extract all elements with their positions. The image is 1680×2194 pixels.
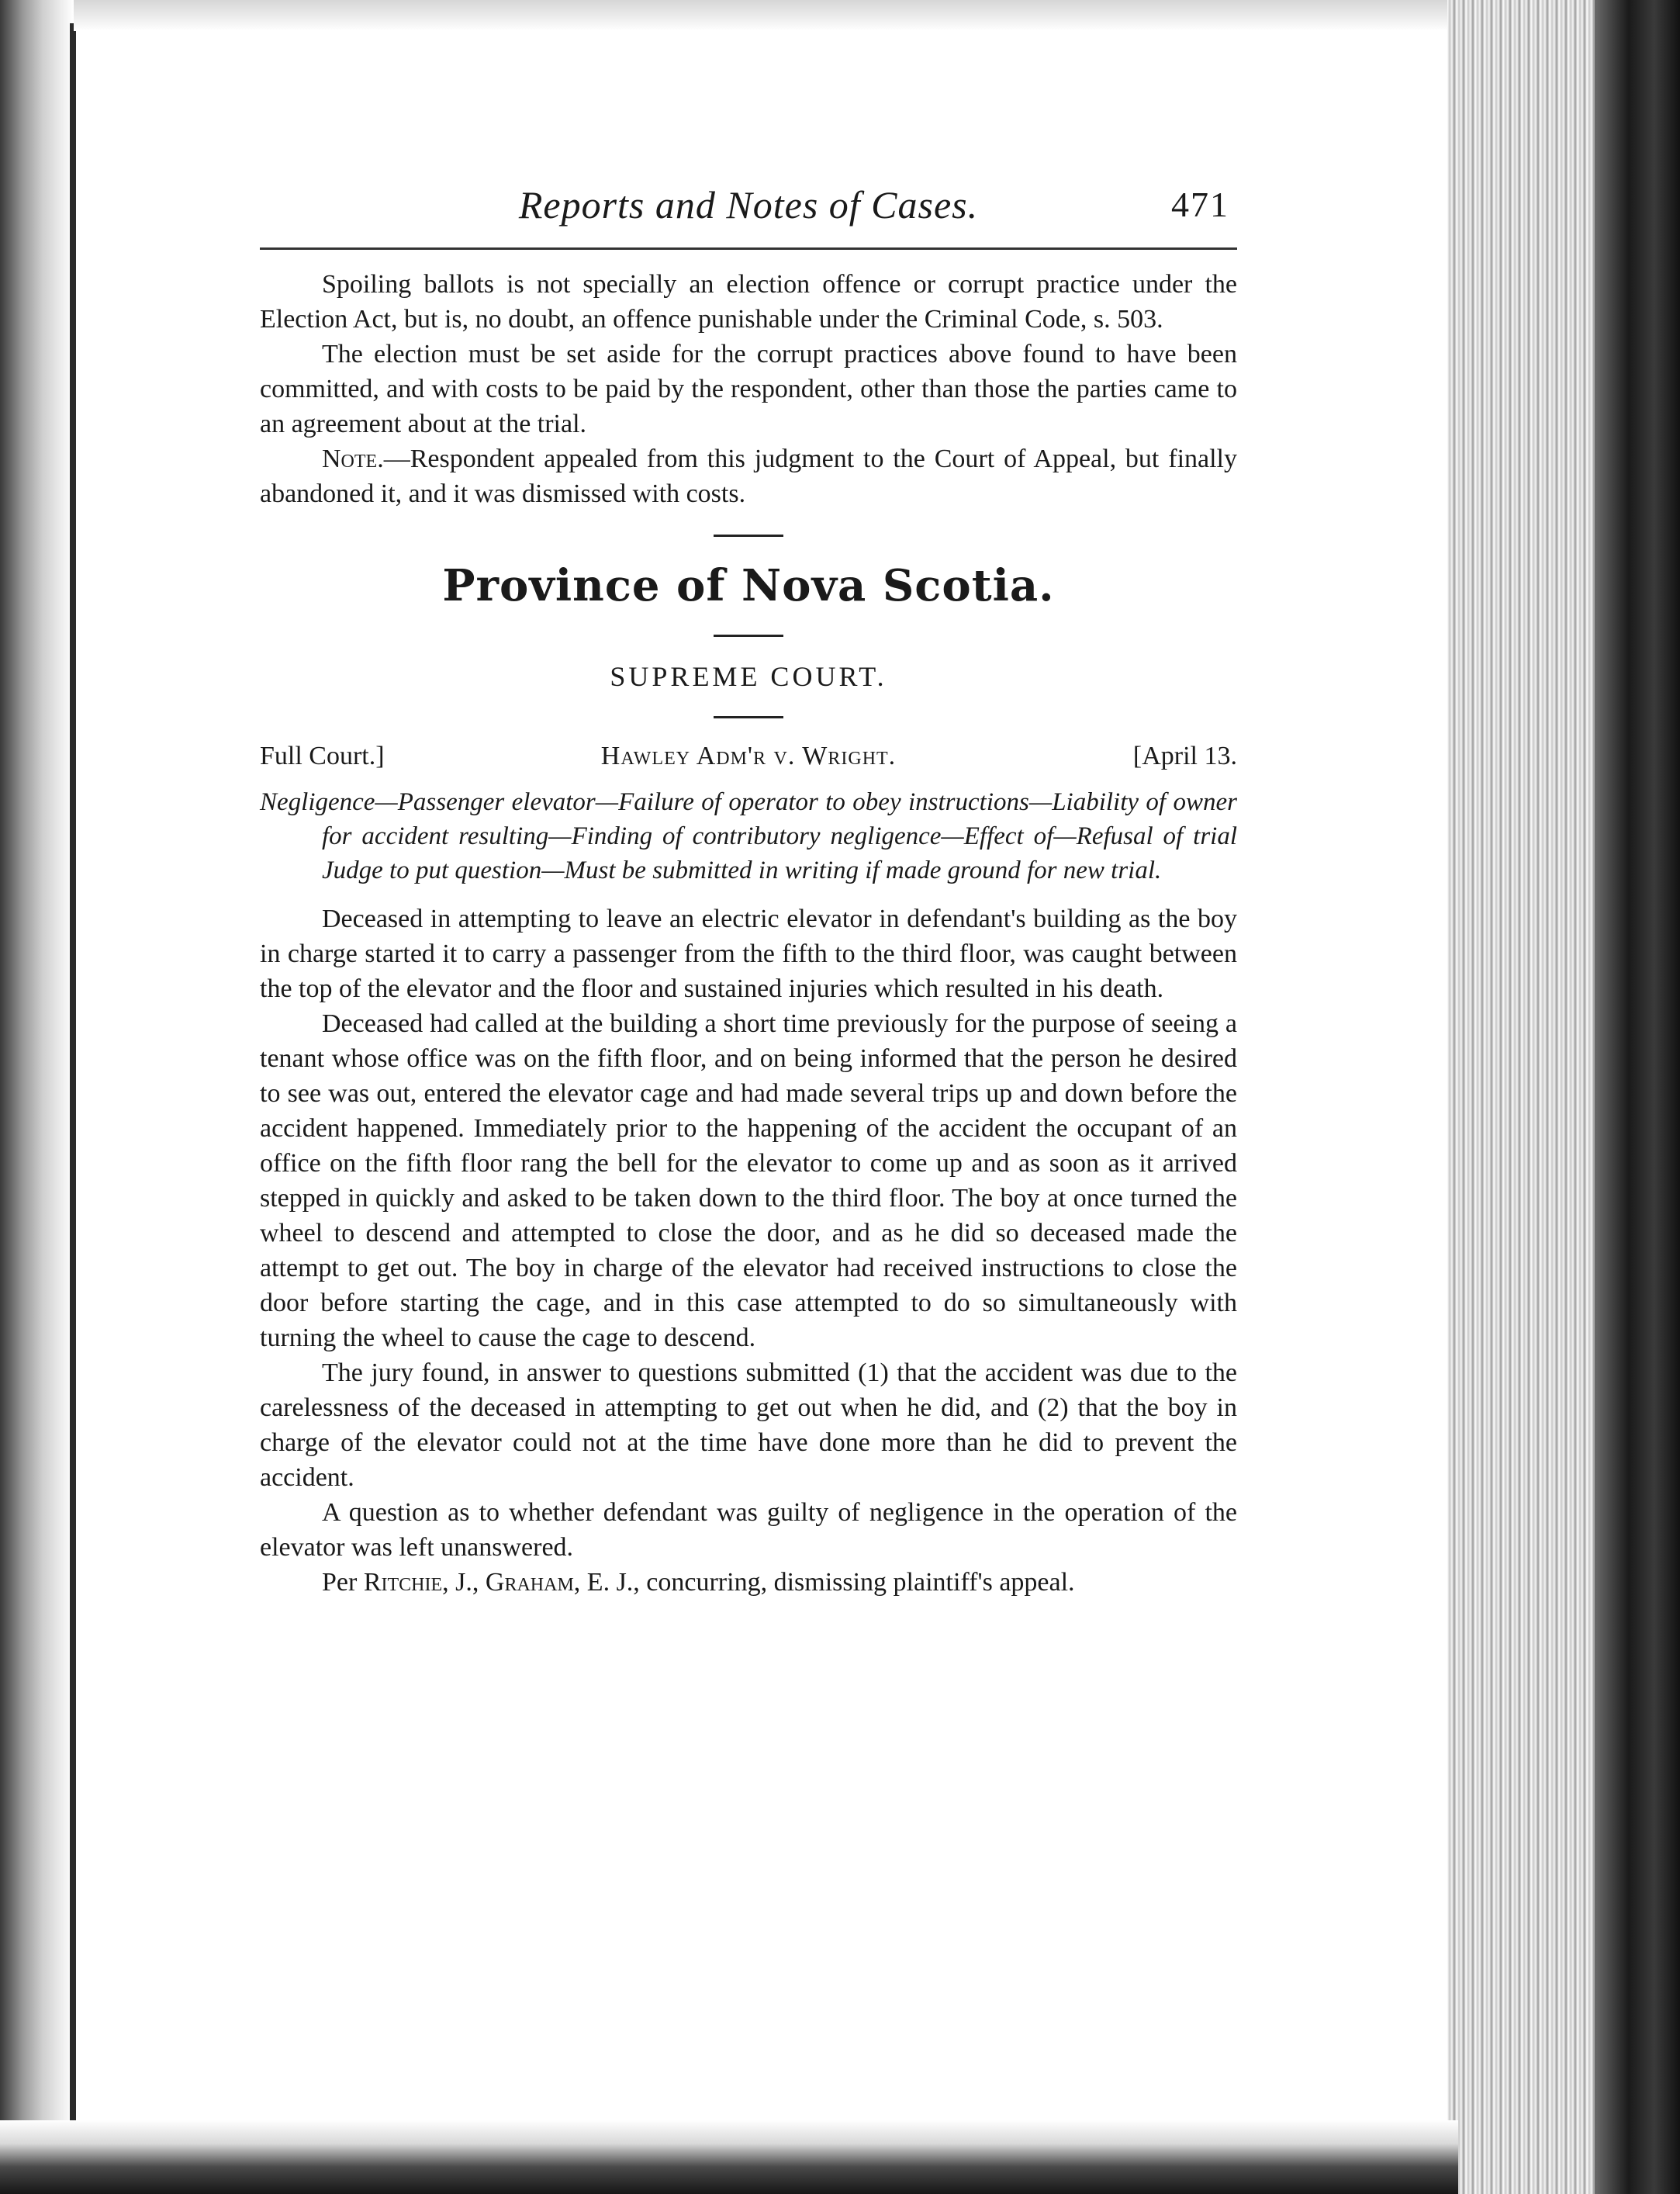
running-head: [260, 182, 1237, 244]
page-content: [260, 182, 1237, 1600]
section-divider: [714, 635, 783, 637]
header-rule: [260, 247, 1237, 250]
scan-binding-line: [70, 23, 76, 2149]
province-title: Province of Nova Scotia.: [442, 560, 1055, 611]
paragraph-election-set-aside: The election must be set aside for the corrupt practices above found to have been committed, and with costs to be paid by the respondent, other than those the parties came to an agreement about at the trial.: [260, 340, 1237, 438]
scan-bottom-edge: [0, 2120, 1458, 2194]
scan-top-shadow: [74, 0, 1454, 31]
note-text: —Respondent appealed from this judgment to the Court of Appeal, but finally abandoned it, and it was dismissed with costs.: [260, 445, 1237, 508]
note-label: Note.: [322, 445, 384, 473]
judgment-suffix: , E. J., concurring, dismissing plaintiff's appeal.: [573, 1568, 1075, 1597]
paragraph-note: [260, 441, 1237, 511]
judge-graham: Graham: [485, 1568, 574, 1597]
case-date: [April 13.: [1132, 742, 1237, 770]
paragraph-circumstances: Deceased had called at the building a short time previously for the purpose of seeing a tenant whose office was on the fifth floor, and on being informed that the person he desired to see was out, entered the elevator cage and had made several trips up and down before the accident happened. Immediately prior to the happening of the accident the occupant of an office on the fifth floor rang the bell for the elevator to come up and as soon as it arrived stepped in quickly and asked to be taken down to the third floor. The boy at once turned the wheel to descend and attempted to close the door, and as he did so deceased made the attempt to get out. The boy in charge of the elevator had received instructions to close the door before starting the cage, and in this case attempted to do so simultaneously with turning the wheel to cause the cage to descend.: [260, 1009, 1237, 1352]
scan-right-dark-edge: [1595, 0, 1680, 2194]
paragraph-unanswered-question: A question as to whether defendant was guilty of negligence in the operation of the elevator was left unanswered.: [260, 1498, 1237, 1562]
running-title: Reports and Notes of Cases.: [518, 183, 979, 227]
case-court-label: Full Court.]: [260, 742, 385, 770]
page-number: 471: [1171, 185, 1229, 224]
judge-ritchie: Ritchie: [363, 1568, 443, 1597]
case-caption: [260, 742, 1237, 780]
judgment-mid: , J.,: [442, 1568, 486, 1597]
court-title: SUPREME COURT.: [610, 661, 887, 692]
judgment-prefix: Per: [322, 1568, 364, 1597]
case-name: Hawley Adm'r v. Wright.: [600, 742, 897, 770]
section-divider: [714, 716, 783, 718]
scan-left-edge: [0, 0, 74, 2194]
paragraph-jury-findings: The jury found, in answer to questions submitted (1) that the accident was due to the carelessness of the deceased in attempting to get out when he did, and (2) that the boy in charge of the elevator could not at the time have done more than he did to prevent the accident.: [260, 1358, 1237, 1492]
case-headnote: Negligence—Passenger elevator—Failure of operator to obey instructions—Liability of owner for accident resulting—Finding of contributory negligence—Effect of—Refusal of trial Judge to put question—Must be submitted in writing if made ground for new trial.: [260, 788, 1237, 884]
paragraph-facts: Deceased in attempting to leave an electric elevator in defendant's building as the boy in charge started it to carry a passenger from the fifth to the third floor, was caught between the top of the elevator and the floor and sustained injuries which resulted in his death.: [260, 905, 1237, 1003]
section-divider: [714, 535, 783, 537]
paragraph-judgment: [260, 1565, 1237, 1600]
paragraph-spoiling-ballots: Spoiling ballots is not specially an election offence or corrupt practice under the Election Act, but is, no doubt, an offence punishable under the Criminal Code, s. 503.: [260, 270, 1237, 334]
